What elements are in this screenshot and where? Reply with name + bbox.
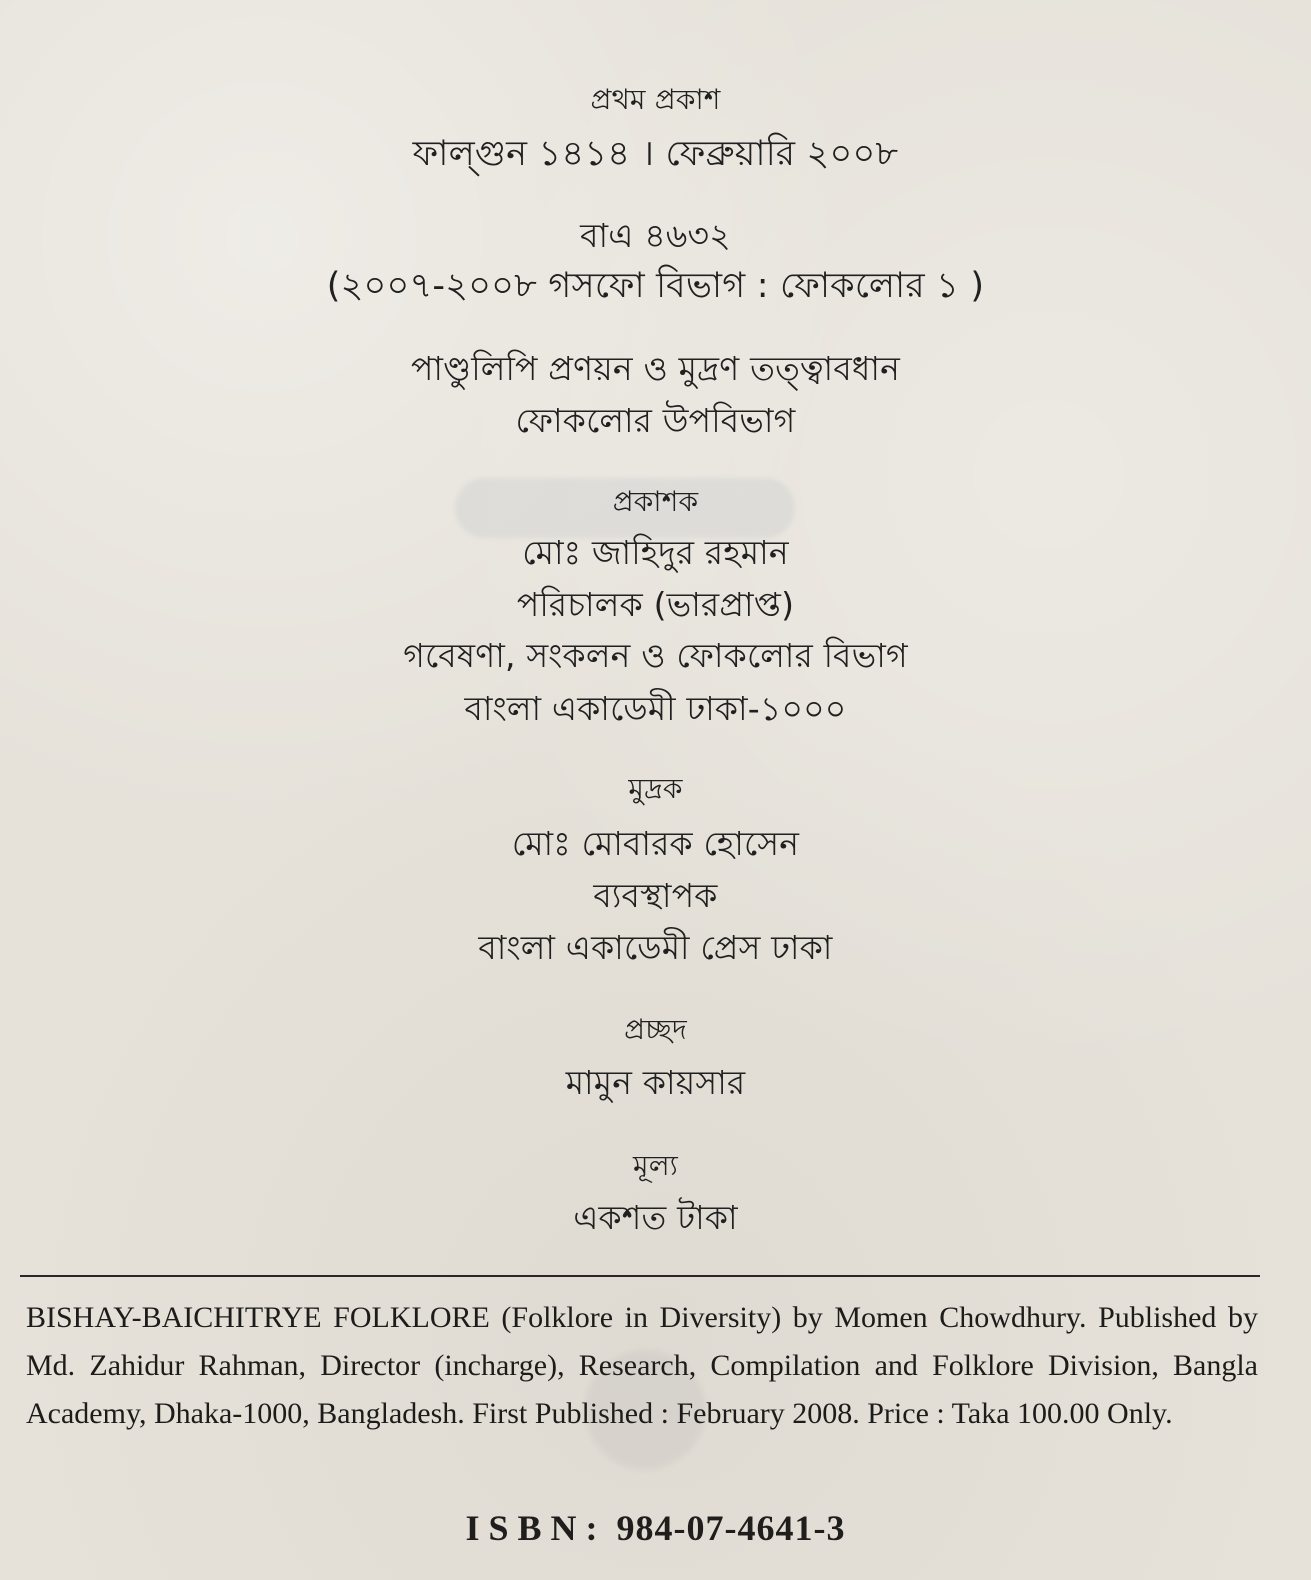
manuscript-label: পাণ্ডুলিপি প্রণয়ন ও মুদ্রণ তত্ত্বাবধান (410, 349, 901, 388)
publisher-title: পরিচালক (ভারপ্রাপ্ত) (516, 585, 795, 624)
printer-title: ব্যবস্থাপক (593, 876, 718, 915)
series-note: (২০০৭-২০০৮ গসফো বিভাগ : ফোকলোর ১ ) (326, 266, 985, 306)
english-notice-text: BISHAY-BAICHITRYE FOLKLORE (Folklore in Diversity) by Momen Chowdhury. Published by Md. Zahidur Rahman, Director (incharge), Research, Compilation and Folklore Division, Bangla Academy, Dhaka-1000, Bangladesh. First Published : February 2008. Price : Taka 100.00 Only. (26, 1301, 1258, 1430)
printer-name: মোঃ মোবারক হোসেন (511, 824, 800, 863)
publisher-department: গবেষণা, সংকলন ও ফোকলোর বিভাগ (403, 636, 908, 675)
publisher-name: মোঃ জাহিদুর রহমান (522, 533, 789, 572)
isbn-number: 984-07-4641-3 (616, 1508, 846, 1548)
cover-artist: মামুন কায়সার (565, 1063, 746, 1102)
printer-label: মুদ্রক (628, 772, 683, 805)
publisher-label: প্রকাশক (612, 485, 699, 518)
isbn-label: ISBN: (465, 1508, 607, 1548)
price-label: মূল্য (633, 1149, 678, 1182)
first-edition-date: ফাল্গুন ১৪১৪ । ফেব্রুয়ারি ২০০৮ (412, 134, 899, 174)
catalog-number: বাএ ৪৬৩২ (580, 216, 731, 255)
divider-rule (20, 1275, 1260, 1277)
manuscript-division: ফোকলোর উপবিভাগ (515, 401, 796, 440)
cover-label: প্রচ্ছদ (624, 1013, 687, 1046)
printer-press: বাংলা একাডেমী প্রেস ঢাকা (478, 928, 833, 967)
isbn-line (0, 1507, 1311, 1549)
first-edition-label: প্রথম প্রকাশ (590, 83, 721, 116)
price-value: একশত টাকা (573, 1198, 738, 1237)
english-notice (26, 1294, 1258, 1438)
publisher-address: বাংলা একাডেমী ঢাকা-১০০০ (464, 689, 847, 728)
